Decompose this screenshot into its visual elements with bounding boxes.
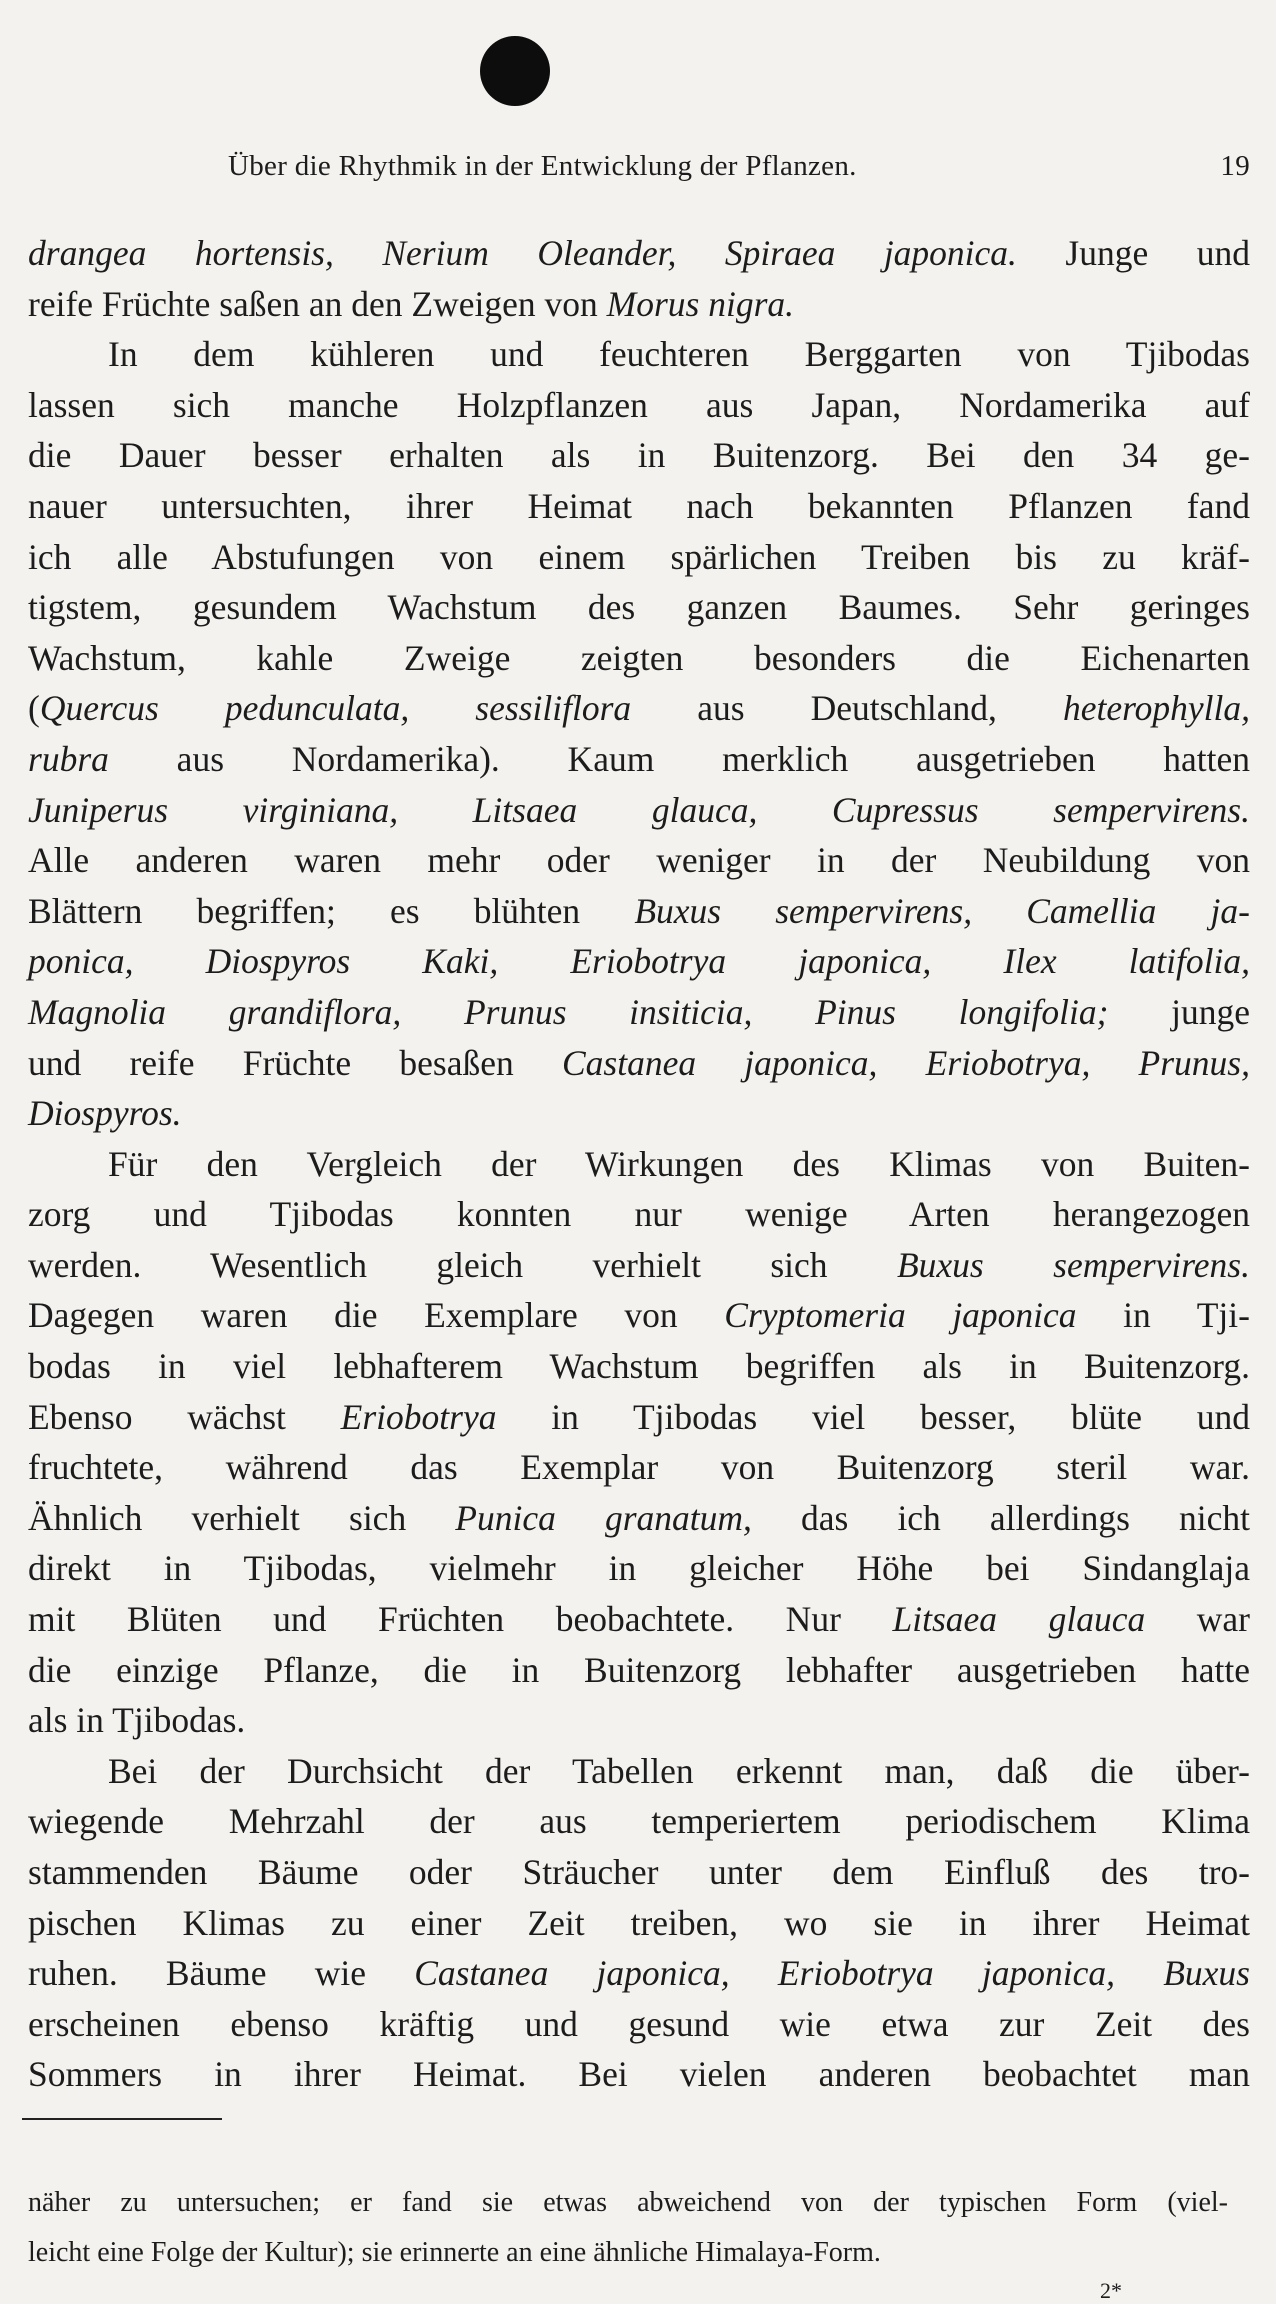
page-number: 19 xyxy=(1220,150,1250,182)
text-line: (Quercus pedunculata, sessiliflora aus Deutschland, heterophylla, xyxy=(28,688,1250,729)
text-line: werden. Wesentlich gleich verhielt sich Buxus sempervirens. xyxy=(28,1244,1250,1285)
text-line: Alle anderen waren mehr oder weniger in der Neubildung von xyxy=(28,840,1250,881)
text-line: rubra aus Nordamerika). Kaum merklich ausgetrieben hatten xyxy=(28,738,1250,779)
text-line: lassen sich manche Holzpflanzen aus Japan, Nordamerika auf xyxy=(28,384,1250,425)
text-line: Für den Vergleich der Wirkungen des Klimas von Buiten- xyxy=(108,1143,1250,1184)
text-line: die Dauer besser erhalten als in Buitenzorg. Bei den 34 ge- xyxy=(28,435,1250,476)
text-line: pischen Klimas zu einer Zeit treiben, wo sie in ihrer Heimat xyxy=(28,1902,1250,1943)
text-line: Blättern begriffen; es blühten Buxus sempervirens, Camellia ja- xyxy=(28,890,1250,931)
text-line: die einzige Pflanze, die in Buitenzorg lebhafter ausgetrieben hatte xyxy=(28,1649,1250,1690)
text-line: ponica, Diospyros Kaki, Eriobotrya japonica, Ilex latifolia, xyxy=(28,941,1250,982)
text-line: Wachstum, kahle Zweige zeigten besonders die Eichenarten xyxy=(28,637,1250,678)
text-line: reife Früchte saßen an den Zweigen von Morus nigra. xyxy=(28,283,795,324)
punch-hole xyxy=(480,36,550,106)
text-line: Ebenso wächst Eriobotrya in Tjibodas viel besser, blüte und xyxy=(28,1396,1250,1437)
text-line: Sommers in ihrer Heimat. Bei vielen anderen beobachtet man xyxy=(28,2054,1250,2095)
text-line: erscheinen ebenso kräftig und gesund wie etwa zur Zeit des xyxy=(28,2003,1250,2044)
text-line: fruchtete, während das Exemplar von Buitenzorg steril war. xyxy=(28,1447,1250,1488)
text-line: mit Blüten und Früchten beobachtete. Nur Litsaea glauca war xyxy=(28,1599,1250,1640)
text-line: Dagegen waren die Exemplare von Cryptomeria japonica in Tji- xyxy=(28,1295,1250,1336)
text-line: nauer untersuchten, ihrer Heimat nach bekannten Pflanzen fand xyxy=(28,485,1250,526)
text-line: Ähnlich verhielt sich Punica granatum, das ich allerdings nicht xyxy=(28,1497,1250,1538)
text-line: und reife Früchte besaßen Castanea japonica, Eriobotrya, Prunus, xyxy=(28,1042,1250,1083)
text-line: direkt in Tjibodas, vielmehr in gleicher Höhe bei Sindanglaja xyxy=(28,1548,1250,1589)
footnote-line: leicht eine Folge der Kultur); sie erinnerte an eine ähnliche Himalaya-Form. xyxy=(28,2237,881,2268)
text-line: ich alle Abstufungen von einem spärlichen Treiben bis zu kräf- xyxy=(28,536,1250,577)
text-line: bodas in viel lebhafterem Wachstum begriffen als in Buitenzorg. xyxy=(28,1346,1250,1387)
text-line: tigstem, gesundem Wachstum des ganzen Baumes. Sehr geringes xyxy=(28,587,1250,628)
text-line: Bei der Durchsicht der Tabellen erkennt man, daß die über- xyxy=(108,1750,1250,1791)
text-line: wiegende Mehrzahl der aus temperiertem periodischem Klima xyxy=(28,1801,1250,1842)
footnote-line: näher zu untersuchen; er fand sie etwas abweichend von der typischen Form (viel- xyxy=(28,2187,1228,2218)
text-line: zorg und Tjibodas konnten nur wenige Arten herangezogen xyxy=(28,1194,1250,1235)
text-line: In dem kühleren und feuchteren Berggarten von Tjibodas xyxy=(108,334,1250,375)
text-line: Magnolia grandiflora, Prunus insiticia, Pinus longifolia; junge xyxy=(28,991,1250,1032)
running-title: Über die Rhythmik in der Entwicklung der Pflanzen. xyxy=(228,150,857,182)
text-line: als in Tjibodas. xyxy=(28,1700,246,1741)
text-line: Juniperus virginiana, Litsaea glauca, Cupressus sempervirens. xyxy=(28,789,1250,830)
footnote-rule xyxy=(22,2118,222,2120)
text-line: ruhen. Bäume wie Castanea japonica, Eriobotrya japonica, Buxus xyxy=(28,1953,1250,1994)
signature-mark: 2* xyxy=(1100,2278,1122,2303)
text-line: drangea hortensis, Nerium Oleander, Spiraea japonica. Junge und xyxy=(28,233,1251,273)
text-line: Diospyros. xyxy=(28,1093,182,1134)
footnote xyxy=(28,2178,1228,2278)
running-header xyxy=(28,150,1250,190)
body-text xyxy=(28,228,1250,2100)
text-line: stammenden Bäume oder Sträucher unter dem Einfluß des tro- xyxy=(28,1852,1250,1892)
